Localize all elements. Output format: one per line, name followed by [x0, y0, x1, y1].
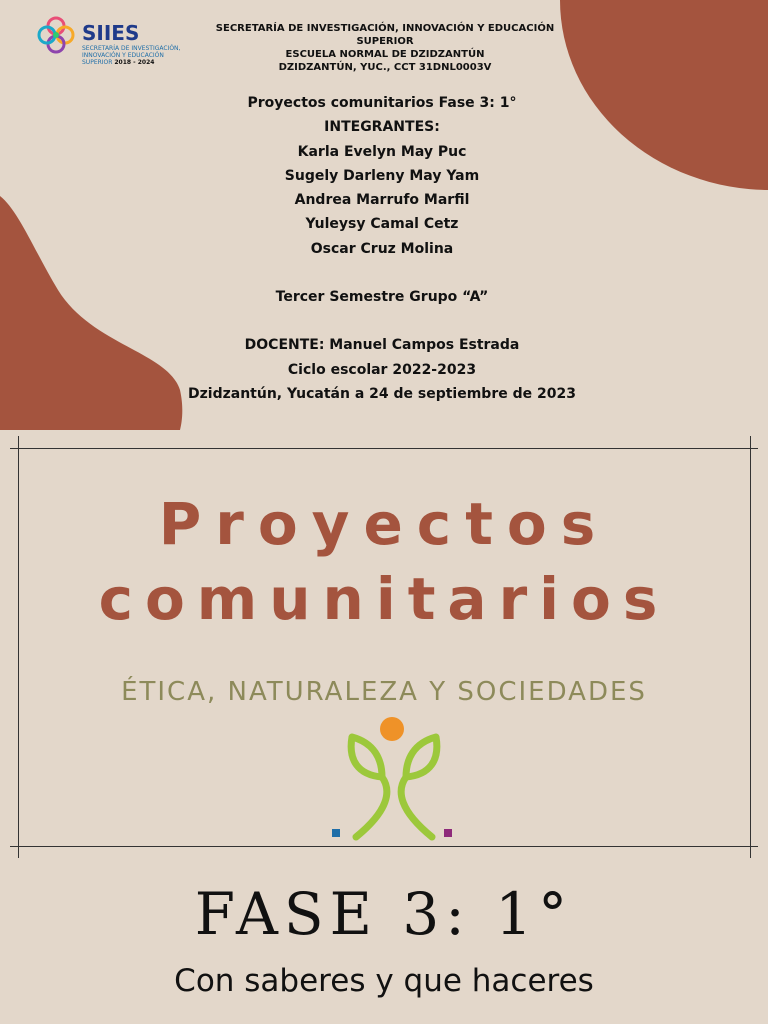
siies-flower-icon [36, 15, 76, 55]
main-title-line-2: comunitarios [98, 565, 670, 633]
group-line: Tercer Semestre Grupo “A” [275, 289, 489, 306]
logo-subtitle: SECRETARÍA DE INVESTIGACIÓN, INNOVACIÓN Y EDUCACIÓN SUPERIOR 2018 - 2024 [82, 45, 181, 66]
siies-logo [36, 15, 186, 71]
institution-line-2: ESCUELA NORMAL DE DZIDZANTÚN [285, 49, 485, 60]
logo-brand: SIIES [82, 21, 140, 45]
teacher-line: DOCENTE: Manuel Campos Estrada [244, 337, 520, 354]
phase-heading: FASE 3: 1° [194, 880, 574, 948]
place-date-line: Dzidzantún, Yucatán a 24 de septiembre de 2023 [188, 385, 576, 402]
frame-line-top [10, 448, 758, 449]
frame-line-bottom [10, 846, 758, 847]
member-name: Andrea Marrufo Marfil [294, 192, 470, 209]
project-line: Proyectos comunitarios Fase 3: 1° [247, 95, 517, 111]
institution-line-1: SECRETARÍA DE INVESTIGACIÓN, INNOVACIÓN Y EDUCACIÓN SUPERIOR [215, 23, 555, 47]
member-name: Yuleysy Camal Cetz [305, 216, 459, 233]
member-name: Karla Evelyn May Puc [297, 143, 467, 160]
tagline: Con saberes y que haceres [174, 963, 594, 999]
main-title-line-1: Proyectos [158, 490, 610, 558]
credits-block [130, 91, 634, 406]
institution-header [190, 22, 580, 74]
school-year-line: Ciclo escolar 2022-2023 [287, 361, 477, 378]
members-heading: INTEGRANTES: [324, 119, 440, 136]
emblem-icon [330, 715, 456, 841]
subject-subtitle: ÉTICA, NATURALEZA Y SOCIEDADES [121, 677, 647, 707]
member-name: Oscar Cruz Molina [310, 240, 454, 257]
institution-line-3: DZIDZANTÚN, YUC., CCT 31DNL0003V [278, 62, 492, 73]
member-name: Sugely Darleny May Yam [284, 167, 480, 184]
